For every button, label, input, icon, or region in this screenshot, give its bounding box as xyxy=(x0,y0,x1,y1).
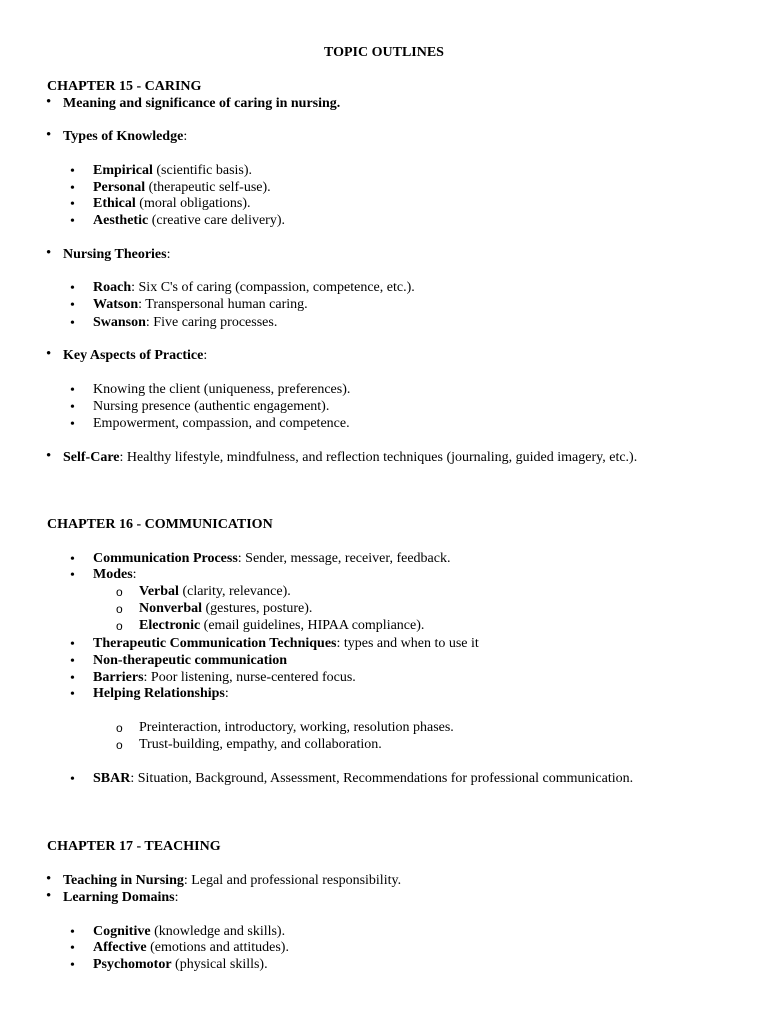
list-item: Helping Relationships: xyxy=(93,686,229,701)
sub-bullet: o xyxy=(116,619,123,633)
chapter-15-heading: CHAPTER 15 - CARING xyxy=(47,79,202,94)
bullet: • xyxy=(70,552,75,567)
list-item: Nonverbal (gestures, posture). xyxy=(139,601,313,616)
list-item: Affective (emotions and attitudes). xyxy=(93,940,289,955)
list-item: Watson: Transpersonal human caring. xyxy=(93,297,308,312)
bullet: • xyxy=(70,164,75,179)
bullet: • xyxy=(70,316,75,331)
bullet: • xyxy=(70,417,75,432)
bullet: • xyxy=(70,941,75,956)
bullet: • xyxy=(70,383,75,398)
list-item: SBAR: Situation, Background, Assessment, Recommendations for professional communication. xyxy=(93,771,634,786)
sub-bullet: o xyxy=(116,585,123,599)
bullet: • xyxy=(70,281,75,296)
list-item: Trust-building, empathy, and collaboration. xyxy=(139,737,382,752)
bullet: • xyxy=(46,888,52,904)
list-item: Communication Process: Sender, message, receiver, feedback. xyxy=(93,551,451,566)
bullet: • xyxy=(70,637,75,652)
list-item: Verbal (clarity, relevance). xyxy=(139,584,291,599)
list-item: Aesthetic (creative care delivery). xyxy=(93,213,285,228)
bullet: • xyxy=(46,871,52,887)
list-item: Therapeutic Communication Techniques: types and when to use it xyxy=(93,636,479,651)
bullet: • xyxy=(70,687,75,702)
list-item: Non-therapeutic communication xyxy=(93,653,288,668)
list-item: Cognitive (knowledge and skills). xyxy=(93,924,286,939)
self-care-item: Self-Care: Healthy lifestyle, mindfulness, and reflection techniques (journaling, guided imagery, etc.). xyxy=(63,450,638,465)
types-of-knowledge-item: Types of Knowledge: xyxy=(63,129,188,144)
bullet: • xyxy=(46,346,52,362)
bullet: • xyxy=(70,925,75,940)
chapter-16-heading: CHAPTER 16 - COMMUNICATION xyxy=(47,517,273,532)
list-item: Psychomotor (physical skills). xyxy=(93,957,268,972)
list-item: Empirical (scientific basis). xyxy=(93,163,253,178)
bullet: • xyxy=(70,958,75,973)
bullet: • xyxy=(70,772,75,787)
caring-meaning-item: Meaning and significance of caring in nursing. xyxy=(63,96,341,111)
bullet: • xyxy=(70,671,75,686)
page-title: TOPIC OUTLINES xyxy=(324,45,444,60)
key-aspects-item: Key Aspects of Practice: xyxy=(63,348,208,363)
nursing-theories-item: Nursing Theories: xyxy=(63,247,171,262)
list-item: Personal (therapeutic self-use). xyxy=(93,180,271,195)
bullet: • xyxy=(46,448,52,464)
bullet: • xyxy=(70,568,75,583)
bullet: • xyxy=(46,245,52,261)
bullet: • xyxy=(46,127,52,143)
bullet: • xyxy=(70,197,75,212)
bullet: • xyxy=(70,214,75,229)
bullet: • xyxy=(70,654,75,669)
sub-bullet: o xyxy=(116,721,123,735)
list-item: Empowerment, compassion, and competence. xyxy=(93,416,350,431)
sub-bullet: o xyxy=(116,738,123,752)
list-item: Barriers: Poor listening, nurse-centered focus. xyxy=(93,670,356,685)
bullet: • xyxy=(70,298,75,313)
list-item: Preinteraction, introductory, working, resolution phases. xyxy=(139,720,454,735)
list-item: Modes: xyxy=(93,567,137,582)
list-item: Ethical (moral obligations). xyxy=(93,196,251,211)
list-item: Electronic (email guidelines, HIPAA compliance). xyxy=(139,618,425,633)
list-item: Knowing the client (uniqueness, preferences). xyxy=(93,382,351,397)
bullet: • xyxy=(70,400,75,415)
chapter-17-heading: CHAPTER 17 - TEACHING xyxy=(47,839,221,854)
list-item: Roach: Six C's of caring (compassion, competence, etc.). xyxy=(93,280,415,295)
bullet: • xyxy=(46,94,52,110)
bullet: • xyxy=(70,181,75,196)
list-item: Swanson: Five caring processes. xyxy=(93,315,278,330)
list-item: Teaching in Nursing: Legal and professional responsibility. xyxy=(63,873,402,888)
sub-bullet: o xyxy=(116,602,123,616)
list-item: Learning Domains: xyxy=(63,890,179,905)
list-item: Nursing presence (authentic engagement). xyxy=(93,399,330,414)
